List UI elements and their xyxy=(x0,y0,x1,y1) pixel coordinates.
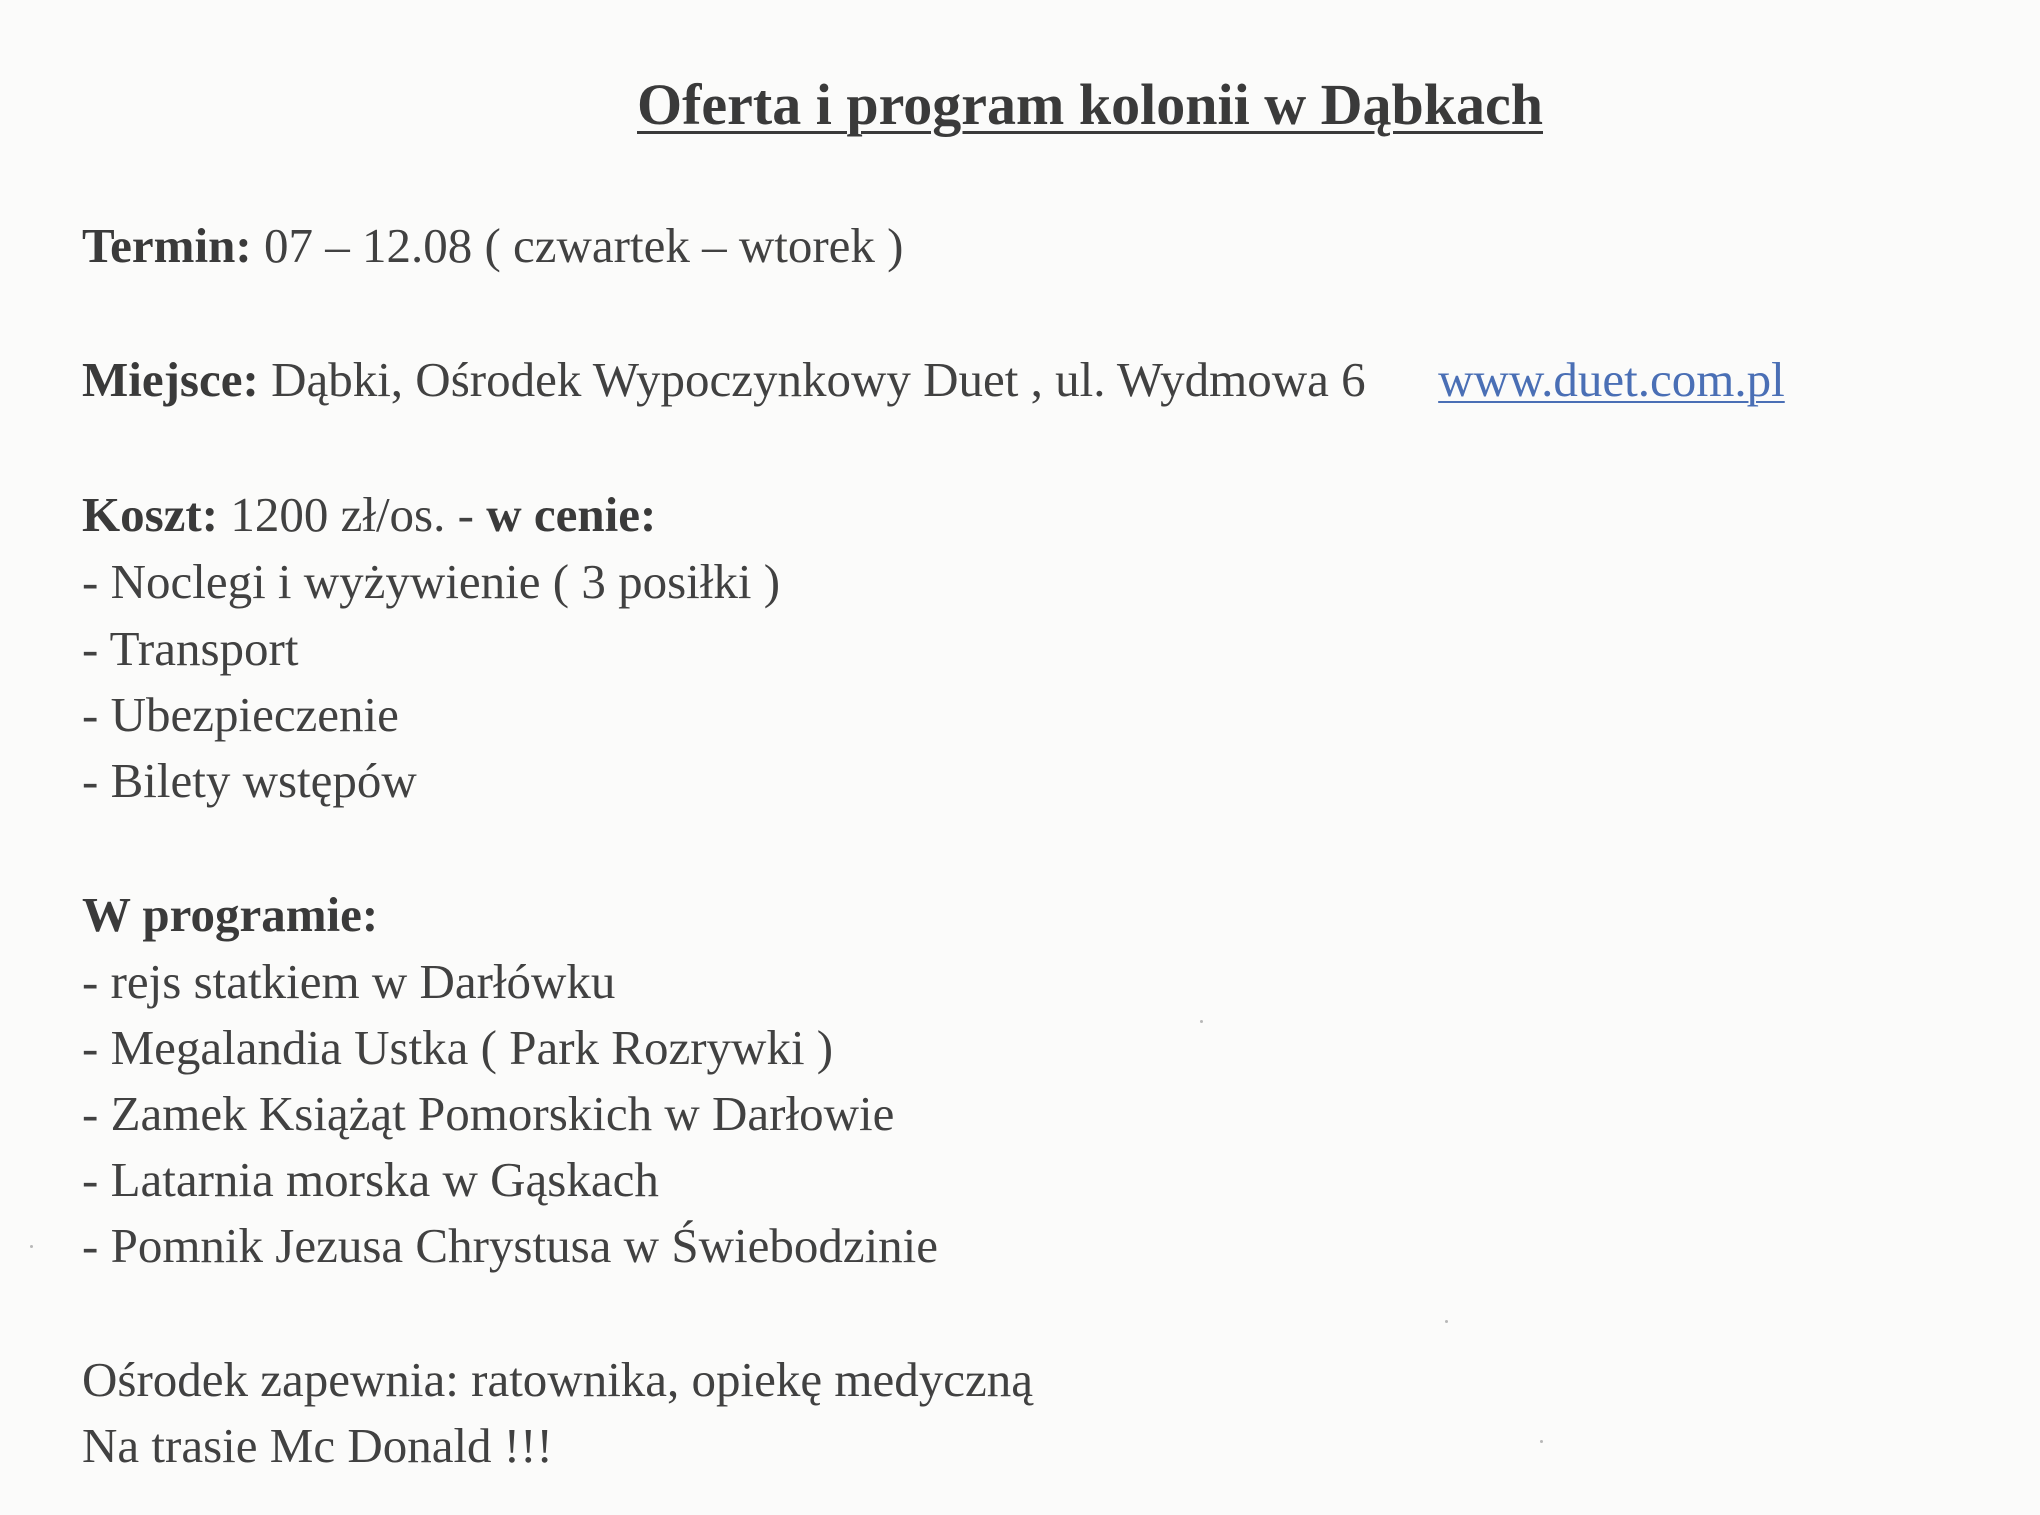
program-item: - Pomnik Jezusa Chrystusa w Świebodzinie xyxy=(82,1218,939,1273)
koszt-item: - Ubezpieczenie xyxy=(82,687,399,742)
scan-speck xyxy=(1200,1020,1203,1023)
koszt-line xyxy=(82,485,656,545)
koszt-item: - Transport xyxy=(82,621,299,676)
miejsce-value: Dąbki, Ośrodek Wypoczynkowy Duet , ul. Wydmowa 6 xyxy=(271,352,1366,407)
miejsce-line xyxy=(82,350,1785,410)
termin-label: Termin: xyxy=(82,218,252,273)
scan-speck xyxy=(1445,1320,1448,1323)
koszt-label: Koszt: xyxy=(82,487,219,542)
title-text: Oferta i program kolonii w Dąbkach xyxy=(637,72,1543,137)
program-item: - Zamek Książąt Pomorskich w Darłowie xyxy=(82,1086,895,1141)
scan-speck xyxy=(1540,1440,1543,1443)
koszt-item: - Noclegi i wyżywienie ( 3 posiłki ) xyxy=(82,554,781,609)
koszt-value: 1200 zł/os. - xyxy=(230,487,474,542)
scan-speck xyxy=(30,1245,33,1248)
termin-line xyxy=(82,216,903,276)
document-title xyxy=(0,70,2040,140)
program-label: W programie: xyxy=(82,887,379,942)
koszt-item: - Bilety wstępów xyxy=(82,753,417,808)
in-price-label: w cenie: xyxy=(486,487,657,542)
footer-line-1: Ośrodek zapewnia: ratownika, opiekę medyczną xyxy=(82,1352,1034,1407)
footer-line-2: Na trasie Mc Donald !!! xyxy=(82,1418,553,1473)
termin-value: 07 – 12.08 ( czwartek – wtorek ) xyxy=(263,218,904,273)
program-item: - rejs statkiem w Darłówku xyxy=(82,954,616,1009)
miejsce-label: Miejsce: xyxy=(82,352,259,407)
website-link[interactable]: www.duet.com.pl xyxy=(1438,352,1785,407)
program-item: - Megalandia Ustka ( Park Rozrywki ) xyxy=(82,1020,834,1075)
program-item: - Latarnia morska w Gąskach xyxy=(82,1152,659,1207)
